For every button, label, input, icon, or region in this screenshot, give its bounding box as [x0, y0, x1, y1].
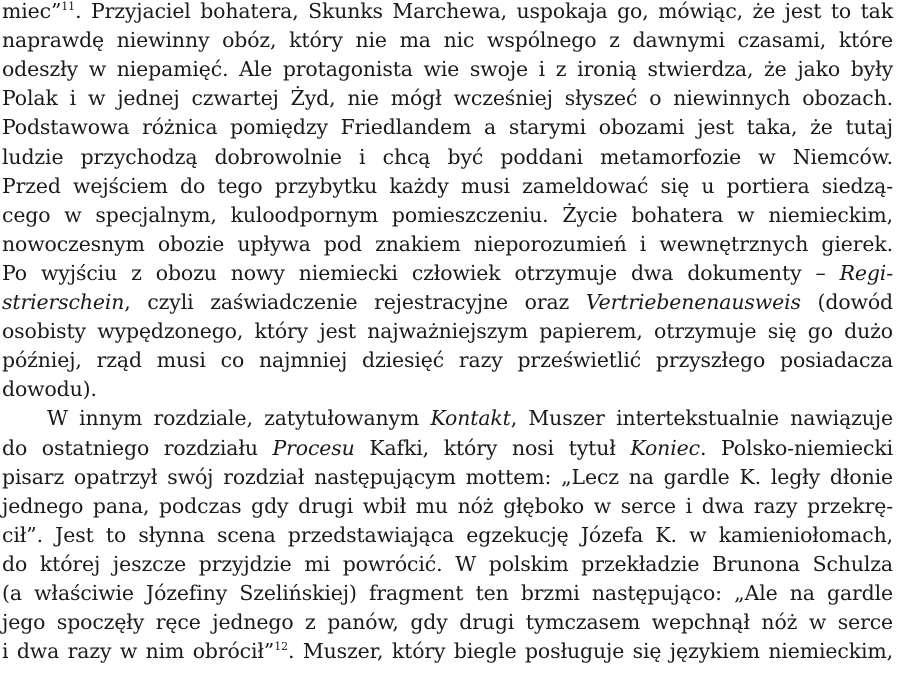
text-segment: cił”. Jest to słynna scena przedstawiająca egzekucję Józefa K. w kamieniołomach, — [2, 522, 893, 547]
text-line — [2, 434, 893, 463]
italic-text: Vertriebenenausweis — [585, 290, 801, 314]
text-segment: odeszły w niepamięć. Ale protagonista wie swoje i z ironią stwierdza, że jako były — [2, 57, 893, 82]
text-segment: później, rząd musi co najmniej dziesięć razy prześwietlić przyszłego posiadacza — [2, 348, 893, 373]
text-segment: . Polsko-niemiecki — [699, 435, 893, 460]
text-line — [2, 317, 893, 346]
text-line — [2, 579, 893, 608]
text-segment: Po wyjściu z obozu nowy niemiecki człowiek otrzymuje dwa dokumenty – — [2, 260, 840, 285]
text-segment: Kafki, który nosi tytuł — [354, 435, 631, 460]
text-line — [2, 521, 893, 550]
text-line — [2, 259, 893, 288]
text-segment: dowodu). — [2, 377, 97, 402]
text-line — [2, 172, 893, 201]
footnote-marker: 12 — [274, 640, 289, 654]
italic-text: strierschein — [2, 290, 125, 314]
italic-text: Kontakt — [430, 406, 511, 431]
text-segment: pisarz opatrzył swój rozdział następującym mottem: „Lecz na gardle K. legły dłonie — [2, 464, 893, 489]
text-segment: naprawdę niewinny obóz, który nie ma nic wspólnego z dawnymi czasami, które — [2, 28, 893, 53]
text-segment: do ostatniego rozdziału — [2, 435, 273, 460]
text-segment: jednego pana, podczas gdy drugi wbił mu nóż głęboko w serce i dwa razy przekrę- — [2, 493, 893, 518]
text-line — [2, 143, 893, 172]
text-segment: Polak i w jednej czwartej Żyd, nie mógł wcześniej słyszeć o niewinnych obozach. — [2, 86, 893, 111]
text-line — [2, 0, 893, 26]
text-line — [2, 463, 893, 492]
text-segment: . Przyjaciel bohatera, Skunks Marchewa, uspokaja go, mówiąc, że jest to tak — [75, 0, 893, 23]
text-line — [47, 404, 893, 433]
text-segment: (a właściwie Józefiny Szelińskiej) fragment ten brzmi następująco: „Ale na gardle — [2, 581, 893, 605]
text-segment: miec” — [2, 0, 62, 23]
text-line — [2, 346, 893, 375]
text-segment: i dwa razy w nim obrócił” — [2, 639, 275, 664]
text-segment: , czyli zaświadczenie rejestracyjne oraz — [124, 290, 586, 314]
text-segment: cego w specjalnym, kuloodpornym pomieszczeniu. Życie bohatera w niemieckim, — [2, 202, 893, 227]
text-segment: ludzie przychodzą dobrowolnie i chcą być poddani metamorfozie w Niemców. — [2, 144, 893, 169]
text-segment: osobisty wypędzonego, który jest najważniejszym papierem, otrzymuje się go dużo — [2, 319, 893, 344]
italic-text: Regi- — [839, 260, 893, 285]
text-segment: Przed wejściem do tego przybytku każdy musi zameldować się u portiera siedzą- — [2, 173, 893, 198]
text-line — [2, 375, 893, 404]
text-line — [2, 55, 893, 84]
text-line — [2, 492, 893, 521]
text-segment: , Muszer intertekstualnie nawiązuje — [510, 406, 893, 431]
text-segment: Podstawowa różnica pomiędzy Friedlandem a starymi obozami jest taka, że tutaj — [2, 115, 893, 140]
text-line — [2, 288, 893, 317]
text-segment: jego spoczęły ręce jednego z panów, gdy drugi tymczasem wepchnął nóż w serce — [2, 610, 893, 635]
footnote-marker: 11 — [61, 0, 76, 14]
text-segment: W innym rozdziale, zatytułowanym — [47, 406, 431, 431]
italic-text: Procesu — [272, 435, 355, 460]
text-line — [2, 637, 893, 666]
text-line — [2, 230, 893, 259]
text-line — [2, 608, 893, 637]
text-line — [2, 550, 893, 579]
italic-text: Koniec — [630, 435, 700, 460]
text-segment: (dowód — [800, 290, 894, 314]
text-line — [2, 201, 893, 230]
text-line — [2, 26, 893, 55]
text-line — [2, 113, 893, 142]
text-line — [2, 84, 893, 113]
text-segment: . Muszer, który biegle posługuje się językiem niemieckim, — [288, 639, 893, 664]
text-segment: nowoczesnym obozie upływa pod znakiem nieporozumień i wewnętrznych gierek. — [2, 231, 893, 256]
text-segment: do której jeszcze przyjdzie mi powrócić. W polskim przekładzie Brunona Schulza — [2, 551, 893, 576]
